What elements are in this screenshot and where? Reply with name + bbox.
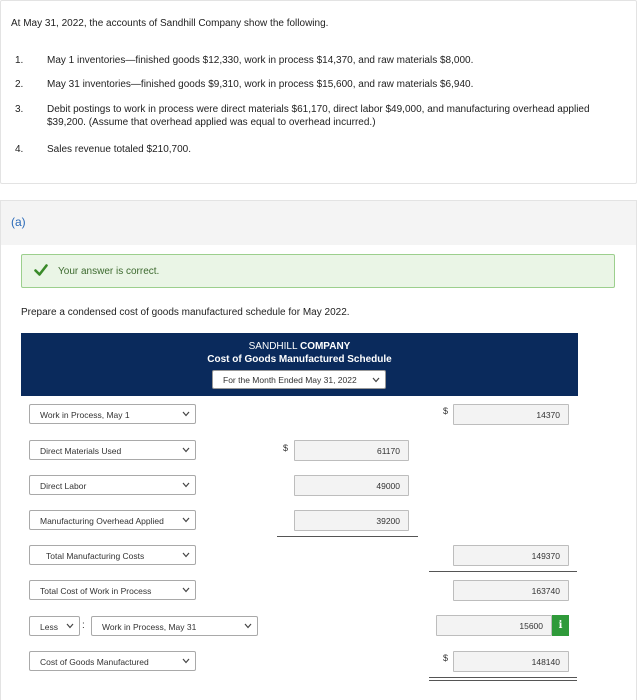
company-name-suffix: COMPANY (299, 341, 351, 352)
item-text: Debit postings to work in process were direct materials $61,170, direct labor $49,000, and manufacturing overhead applied $39,200. (Assume that overhead applied was equal to overhead incurred.) (47, 104, 590, 128)
amount-input[interactable]: 14370 (453, 404, 569, 425)
total-double-rule (429, 677, 577, 678)
item-number: 4. (15, 144, 24, 155)
row-label-select[interactable] (29, 510, 196, 530)
total-double-rule (429, 680, 577, 681)
currency-symbol: $ (283, 443, 289, 453)
schedule-header (21, 333, 578, 396)
row-label-select[interactable] (29, 651, 196, 671)
chevron-down-icon (182, 482, 190, 488)
part-label: (a) (11, 215, 26, 229)
row-label-value: Total Cost of Work in Process (40, 586, 152, 596)
problem-card (0, 0, 637, 184)
row-label-value: Total Manufacturing Costs (46, 551, 145, 561)
period-select-value: For the Month Ended May 31, 2022 (223, 375, 357, 385)
row-label-value: Cost of Goods Manufactured (40, 657, 149, 667)
chevron-down-icon (66, 623, 74, 629)
checkmark-icon (34, 263, 48, 277)
question-prompt: Prepare a condensed cost of goods manufactured schedule for May 2022. (21, 307, 350, 318)
chevron-down-icon (182, 517, 190, 523)
chevron-down-icon (372, 377, 380, 383)
item-text: Sales revenue totaled $210,700. (47, 144, 191, 155)
row-label-value: Work in Process, May 1 (40, 410, 130, 420)
amount-input[interactable]: 163740 (453, 580, 569, 601)
chevron-down-icon (244, 623, 252, 629)
chevron-down-icon (182, 447, 190, 453)
amount-input[interactable]: 49000 (294, 475, 409, 496)
item-number: 3. (15, 104, 24, 115)
part-a-card (0, 200, 637, 700)
row-label-select[interactable] (29, 475, 196, 495)
correct-feedback-box (21, 254, 615, 288)
subtotal-rule (277, 536, 418, 537)
row-label-value: Direct Materials Used (40, 446, 122, 456)
amount-input[interactable]: 39200 (294, 510, 409, 531)
part-header (1, 201, 636, 245)
row-label-select[interactable] (29, 580, 196, 600)
company-name-prefix: SANDHILL (248, 341, 298, 352)
item-number: 2. (15, 79, 24, 90)
period-select[interactable] (212, 370, 386, 389)
chevron-down-icon (182, 587, 190, 593)
company-name (21, 341, 578, 352)
row-label-select[interactable] (91, 616, 258, 636)
item-text: May 31 inventories—finished goods $9,310, work in process $15,600, and raw materials $6,940. (47, 79, 474, 90)
chevron-down-icon (182, 411, 190, 417)
problem-intro: At May 31, 2022, the accounts of Sandhill Company show the following. (11, 18, 329, 29)
amount-input[interactable]: 148140 (453, 651, 569, 672)
operator-value: Less (40, 622, 58, 632)
row-label-select[interactable] (29, 545, 196, 565)
currency-symbol: $ (443, 653, 449, 663)
amount-input[interactable]: 15600 (436, 615, 552, 636)
schedule-title: Cost of Goods Manufactured Schedule (207, 354, 392, 365)
row-label-value: Work in Process, May 31 (102, 622, 197, 632)
amount-input[interactable]: 61170 (294, 440, 409, 461)
item-text: May 1 inventories—finished goods $12,330, work in process $14,370, and raw materials $8,000. (47, 55, 474, 66)
feedback-text: Your answer is correct. (58, 266, 160, 277)
colon-separator: : (82, 620, 85, 631)
subtotal-rule (429, 571, 577, 572)
row-label-select[interactable] (29, 440, 196, 460)
amount-input[interactable]: 149370 (453, 545, 569, 566)
row-label-value: Direct Labor (40, 481, 87, 491)
chevron-down-icon (182, 658, 190, 664)
item-number: 1. (15, 55, 24, 66)
info-icon[interactable]: i (552, 615, 569, 636)
row-label-select[interactable] (29, 404, 196, 424)
operator-select[interactable] (29, 616, 80, 636)
chevron-down-icon (182, 552, 190, 558)
row-label-value: Manufacturing Overhead Applied (40, 516, 164, 526)
currency-symbol: $ (443, 406, 449, 416)
